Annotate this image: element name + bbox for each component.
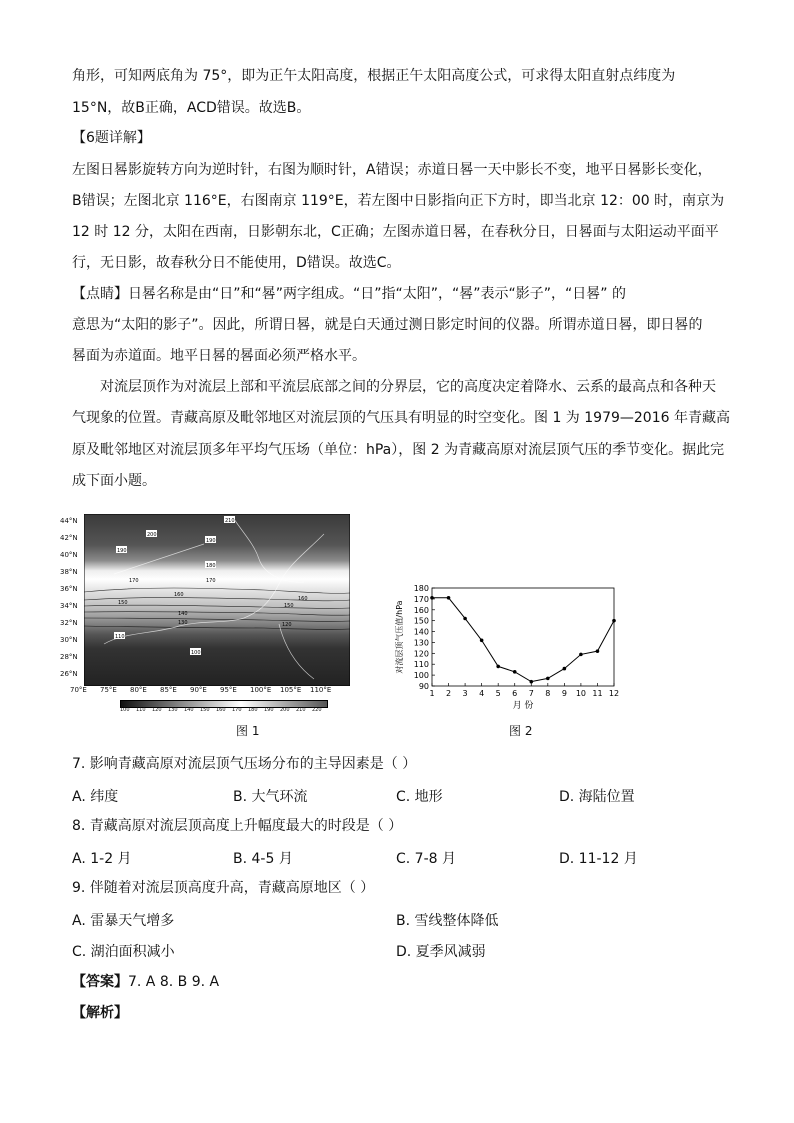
- lat-label: 28°N: [60, 653, 78, 661]
- data-point: [612, 619, 616, 623]
- option-a: A. 1-2 月: [72, 851, 132, 867]
- text-line: 左图日晷影旋转方向为逆时针，右图为顺时针，A错误；赤道日晷一天中影长不变，地平日晷影长变化，: [72, 162, 712, 178]
- x-tick-label: 1: [429, 689, 435, 698]
- y-tick-label: 160: [413, 605, 429, 615]
- y-tick-label: 180: [413, 584, 429, 593]
- lat-label: 42°N: [60, 534, 78, 542]
- lon-label: 85°E: [160, 686, 177, 694]
- legend-tick: 200: [280, 707, 290, 713]
- legend-tick: 130: [168, 707, 178, 713]
- answer-text: 7. A 8. B 9. A: [128, 974, 220, 990]
- data-point: [430, 596, 434, 600]
- data-point: [513, 670, 517, 674]
- data-point: [463, 617, 467, 621]
- question-stem: 8. 青藏高原对流层顶高度上升幅度最大的时段是（ ）: [72, 818, 403, 834]
- lat-label: 32°N: [60, 619, 78, 627]
- contour-label: 160: [174, 592, 184, 598]
- option-a: A. 雷暴天气增多: [72, 913, 175, 929]
- legend-tick: 150: [200, 707, 210, 713]
- answer-line: [72, 972, 219, 992]
- x-tick-label: 5: [495, 689, 501, 698]
- text-line: 行，无日影，故春秋分日不能使用，D错误。故选C。: [72, 255, 401, 271]
- legend-tick: 100: [120, 707, 130, 713]
- legend-tick: 220: [312, 707, 322, 713]
- x-tick-label: 12: [608, 689, 620, 698]
- y-tick-label: 110: [413, 660, 429, 670]
- legend-tick: 180: [248, 707, 258, 713]
- contour-label: 160: [298, 596, 308, 602]
- lat-label: 30°N: [60, 636, 78, 644]
- contour-label: 100: [191, 650, 201, 656]
- lat-label: 38°N: [60, 568, 78, 576]
- contour-label: 200: [147, 532, 157, 538]
- figure-2-caption: 图 2: [509, 724, 533, 738]
- contour-label: 150: [284, 603, 294, 609]
- x-tick-label: 8: [545, 689, 551, 698]
- contour-label: 130: [178, 620, 188, 626]
- text-line: 15°N，故B正确，ACD错误。故选B。: [72, 100, 311, 116]
- option-c: C. 湖泊面积减小: [72, 944, 175, 960]
- lat-label: 34°N: [60, 602, 78, 610]
- legend-tick: 160: [216, 707, 226, 713]
- data-point: [563, 667, 567, 671]
- data-point: [447, 596, 451, 600]
- y-tick-label: 150: [413, 616, 429, 626]
- option-a: A. 纬度: [72, 789, 119, 805]
- legend-tick: 190: [264, 707, 274, 713]
- data-point: [480, 638, 484, 642]
- x-axis-label: 月 份: [512, 701, 534, 711]
- lat-label: 26°N: [60, 670, 78, 678]
- x-tick-label: 11: [592, 689, 603, 698]
- lon-label: 110°E: [310, 686, 332, 694]
- lon-label: 95°E: [220, 686, 237, 694]
- x-tick-label: 7: [528, 689, 534, 698]
- pressure-field-map: [84, 514, 350, 686]
- x-tick-label: 2: [445, 689, 452, 698]
- pressure-seasonal-chart: [392, 578, 632, 718]
- contour-label: 190: [117, 548, 127, 554]
- plot-frame: [432, 588, 614, 686]
- option-d: D. 海陆位置: [559, 789, 635, 805]
- lon-label: 100°E: [250, 686, 272, 694]
- text-line: 成下面小题。: [72, 473, 156, 489]
- analysis-label: 【解析】: [72, 1005, 128, 1021]
- lat-label: 44°N: [60, 517, 78, 525]
- text-line: 角形，可知两底角为 75°，即为正午太阳高度，根据正午太阳高度公式，可求得太阳直射点纬度为: [72, 68, 676, 84]
- text-line: B错误；左图北京 116°E，右图南京 119°E，若左图中日影指向正下方时，即当北京 12：00 时，南京为: [72, 193, 725, 209]
- data-point: [579, 653, 583, 657]
- y-tick-label: 100: [413, 671, 429, 681]
- lon-label: 90°E: [190, 686, 207, 694]
- figure-1-caption: 图 1: [236, 724, 260, 738]
- data-point: [546, 677, 550, 681]
- y-tick-label: 140: [413, 627, 429, 637]
- x-tick-label: 6: [512, 689, 518, 698]
- text-line: 意思为“太阳的影子”。因此，所谓日晷，就是白天通过测日影定时间的仪器。所谓赤道日晷，即日晷的: [72, 317, 703, 333]
- lat-label: 36°N: [60, 585, 78, 593]
- legend-tick: 170: [232, 707, 242, 713]
- contour-label: 170: [129, 578, 139, 584]
- y-tick-label: 120: [413, 649, 429, 659]
- option-d: D. 夏季风减弱: [396, 944, 486, 960]
- data-point: [529, 680, 533, 684]
- contour-label: 140: [178, 611, 188, 617]
- intro-line: 对流层顶作为对流层上部和平流层底部之间的分界层，它的高度决定着降水、云系的最高点和各种天: [100, 379, 716, 395]
- answer-label: 【答案】: [72, 974, 128, 990]
- x-tick-label: 9: [561, 689, 567, 698]
- text-line: 晷面为赤道面。地平日晷的晷面必须严格水平。: [72, 348, 366, 364]
- y-tick-label: 130: [413, 638, 429, 648]
- y-tick-label: 170: [413, 594, 429, 604]
- contour-label: 210: [225, 518, 235, 524]
- contour-label: 110: [115, 634, 125, 640]
- text-line: 气现象的位置。青藏高原及毗邻地区对流层顶的气压具有明显的时空变化。图 1 为 1979—2016 年青藏高: [72, 410, 730, 426]
- legend-tick: 140: [184, 707, 194, 713]
- y-tick-label: 90: [418, 682, 429, 691]
- lon-label: 75°E: [100, 686, 117, 694]
- text-line: 12 时 12 分，太阳在西南，日影朝东北，C正确；左图赤道日晷，在春秋分日，日晷面与太阳运动平面平: [72, 224, 719, 240]
- legend-tick: 120: [152, 707, 162, 713]
- x-tick-label: 10: [575, 689, 587, 698]
- legend-tick: 210: [296, 707, 306, 713]
- lon-label: 70°E: [70, 686, 87, 694]
- contour-label: 180: [206, 563, 216, 569]
- option-d: D. 11-12 月: [559, 851, 638, 867]
- question-stem: 9. 伴随着对流层顶高度升高，青藏高原地区（ ）: [72, 880, 375, 896]
- option-b: B. 大气环流: [233, 789, 308, 805]
- lon-label: 105°E: [280, 686, 302, 694]
- y-axis-label: 对流层顶气压值/hPa: [395, 600, 404, 674]
- series-line: [432, 598, 614, 682]
- lon-label: 80°E: [130, 686, 147, 694]
- contour-label: 170: [206, 578, 216, 584]
- note-line: 【点睛】日晷名称是由“日”和“晷”两字组成。“日”指“太阳”，“晷”表示“影子”，“日晷” 的: [72, 286, 626, 302]
- question-stem: 7. 影响青藏高原对流层顶气压场分布的主导因素是（ ）: [72, 756, 417, 772]
- legend-tick: 110: [136, 707, 146, 713]
- lat-label: 40°N: [60, 551, 78, 559]
- data-point: [496, 665, 500, 669]
- contour-label: 120: [282, 622, 292, 628]
- option-c: C. 7-8 月: [396, 851, 456, 867]
- contour-label: 150: [118, 600, 128, 606]
- x-tick-label: 4: [479, 689, 485, 698]
- x-tick-label: 3: [462, 689, 468, 698]
- section-heading: 【6题详解】: [72, 130, 151, 146]
- option-c: C. 地形: [396, 789, 443, 805]
- contour-label: 190: [206, 538, 216, 544]
- option-b: B. 4-5 月: [233, 851, 293, 867]
- data-point: [596, 649, 600, 653]
- text-line: 原及毗邻地区对流层顶多年平均气压场（单位：hPa），图 2 为青藏高原对流层顶气压的季节变化。据此完: [72, 442, 725, 458]
- option-b: B. 雪线整体降低: [396, 913, 499, 929]
